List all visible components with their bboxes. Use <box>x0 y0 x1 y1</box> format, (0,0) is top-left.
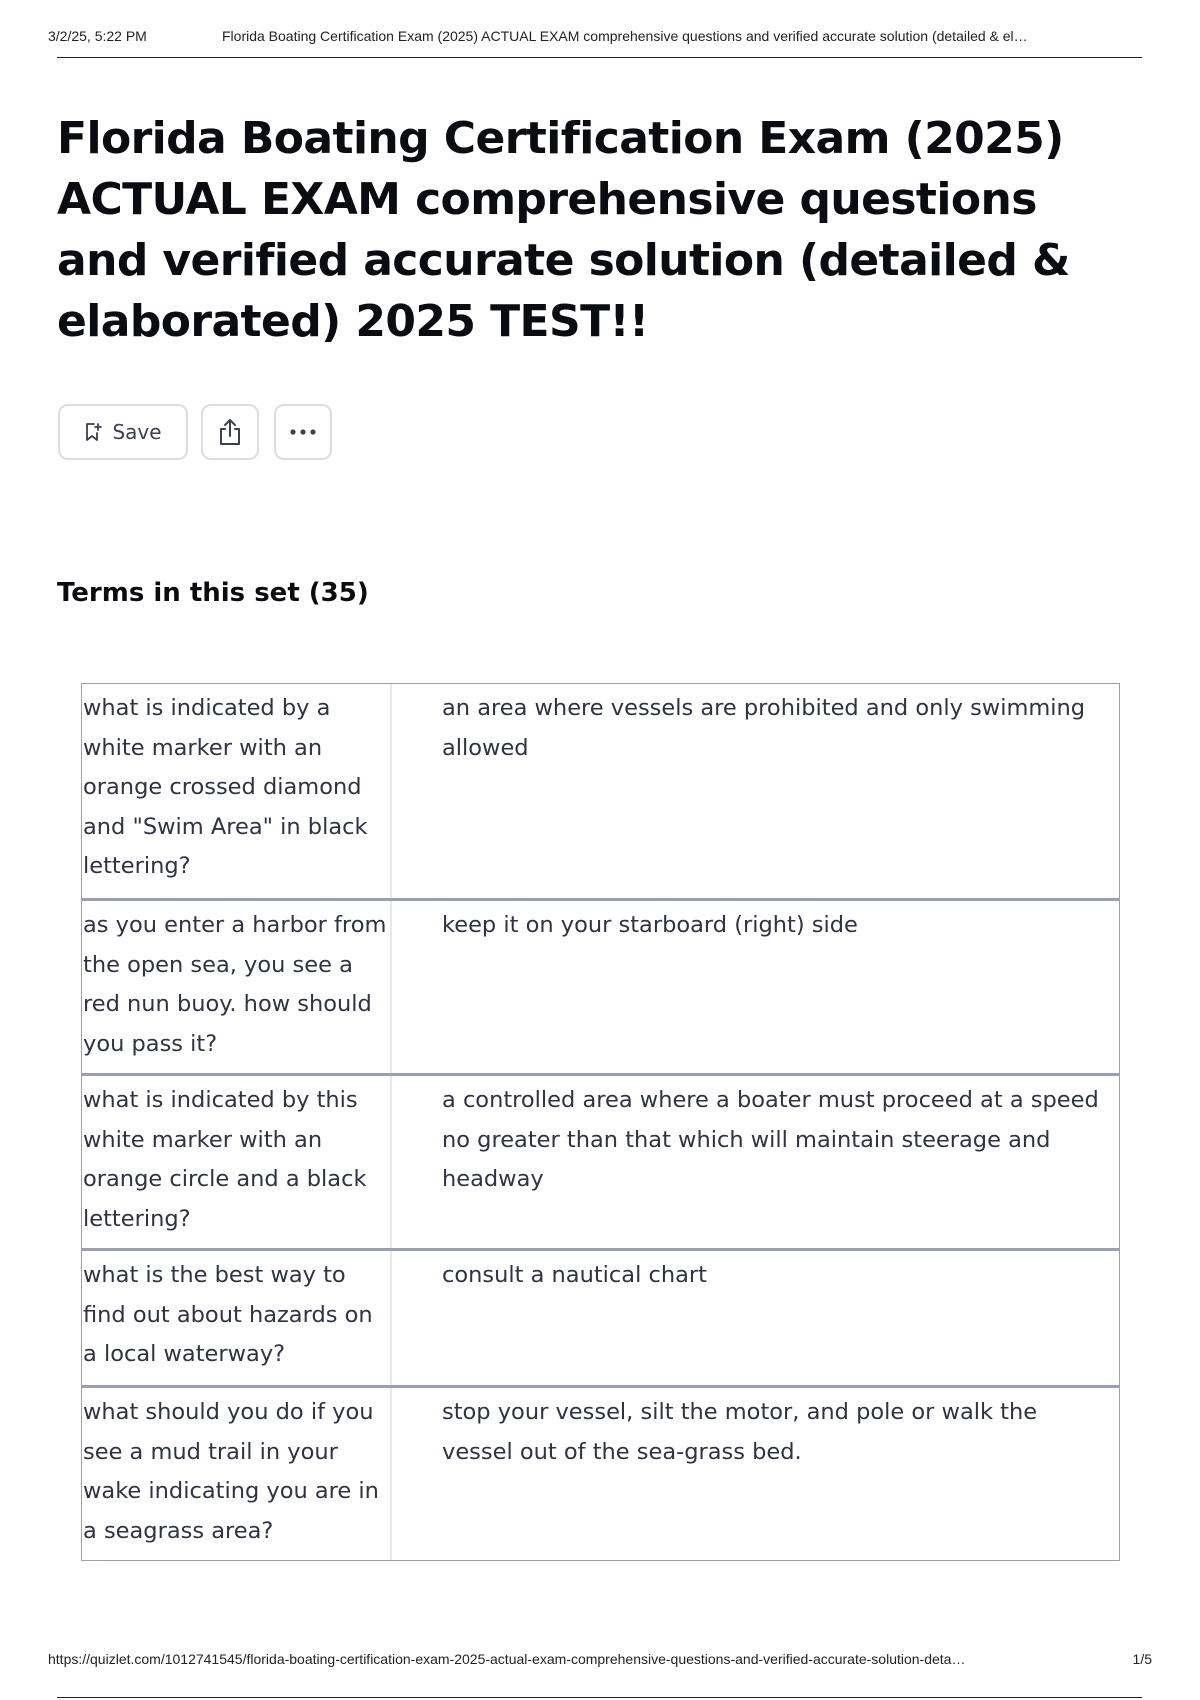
definition-text: keep it on your starboard (right) side <box>442 912 858 938</box>
page-number: 1/5 <box>1132 1651 1152 1667</box>
page-url: https://quizlet.com/1012741545/florida-boating-certification-exam-2025-actual-exam-comprehensive-questions-and-verified-accurate-solution-deta… <box>48 1651 966 1667</box>
save-button[interactable] <box>58 404 188 460</box>
term-text: what is the best way to find out about hazards on a local waterway? <box>82 1251 392 1385</box>
more-options-icon <box>288 428 318 436</box>
term-text: what is indicated by a white marker with an orange crossed diamond and "Swim Area" in black lettering? <box>82 684 392 898</box>
term-row <box>82 1385 1119 1560</box>
term-row <box>82 1073 1119 1248</box>
share-icon <box>216 417 244 447</box>
term-text: as you enter a harbor from the open sea, you see a red nun buoy. how should you pass it? <box>82 901 392 1073</box>
definition-text: stop your vessel, silt the motor, and pole or walk the vessel out of the sea-grass bed. <box>442 1399 1038 1465</box>
print-date: 3/2/25, 5:22 PM <box>48 28 147 44</box>
definition-text: an area where vessels are prohibited and only swimming allowed <box>442 695 1086 761</box>
term-row <box>82 684 1119 898</box>
page-title: Florida Boating Certification Exam (2025) ACTUAL EXAM comprehensive questions and verified accurate solution (detailed & elaborated) 2025 TEST!! <box>57 113 1070 347</box>
footer-divider <box>57 1697 1142 1698</box>
print-footer <box>48 1651 1152 1673</box>
more-options-button[interactable] <box>274 404 332 460</box>
term-text: what is indicated by this white marker with an orange circle and a black lettering? <box>82 1076 392 1248</box>
print-header <box>48 28 1152 50</box>
save-button-label: Save <box>112 420 162 444</box>
share-button[interactable] <box>201 404 259 460</box>
terms-heading: Terms in this set (35) <box>57 578 369 608</box>
bookmark-add-icon <box>84 422 102 442</box>
term-text: what should you do if you see a mud trail in your wake indicating you are in a seagrass area? <box>82 1388 392 1560</box>
terms-table <box>81 683 1120 1561</box>
definition-text: a controlled area where a boater must proceed at a speed no greater than that which will maintain steerage and headway <box>442 1087 1099 1192</box>
term-row <box>82 1248 1119 1385</box>
print-document-title: Florida Boating Certification Exam (2025) ACTUAL EXAM comprehensive questions and verified accurate solution (detailed & el… <box>222 28 1028 44</box>
definition-text: consult a nautical chart <box>442 1262 707 1288</box>
term-row <box>82 898 1119 1073</box>
header-divider <box>57 57 1142 58</box>
